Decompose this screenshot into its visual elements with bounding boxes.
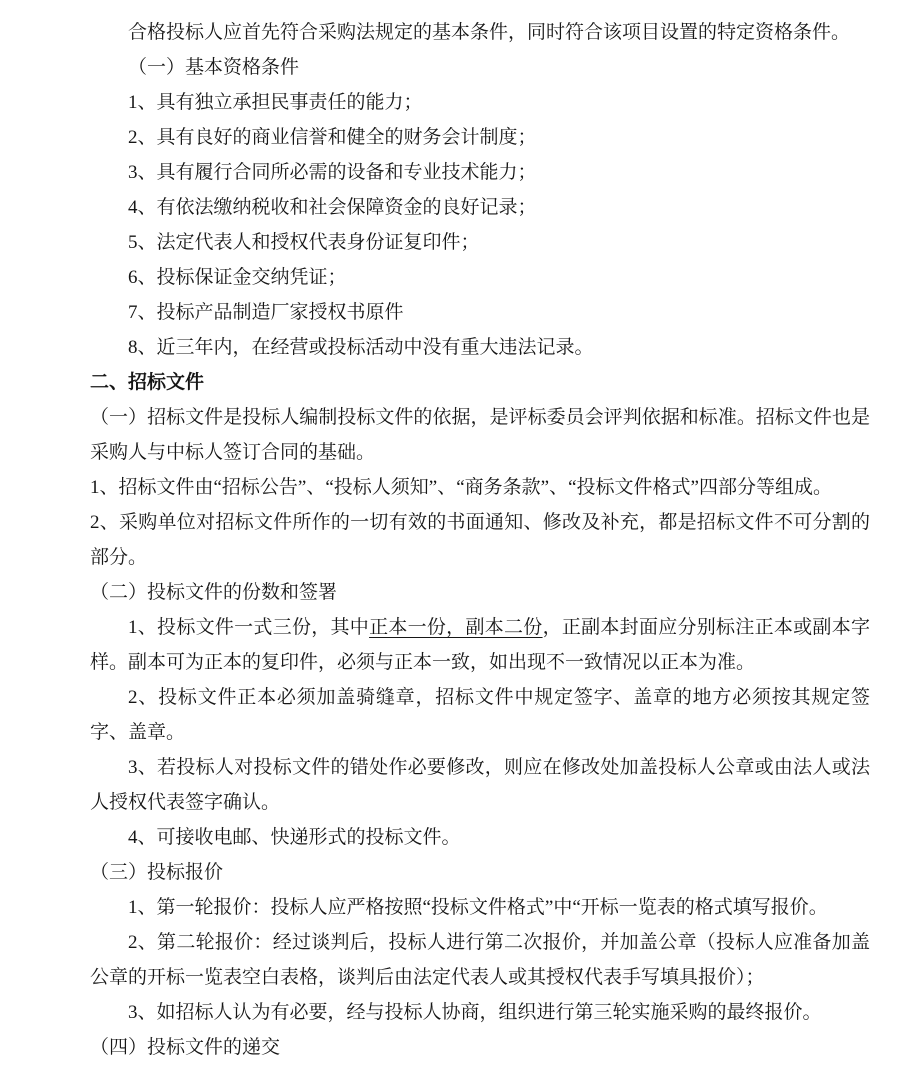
bid-copies-item-3: 3、若投标人对投标文件的错处作必要修改，则应在修改处加盖投标人公章或由法人或法人授权代表签字确认。 [90,757,870,813]
tender-documents-clause-1: （一）招标文件是投标人编制投标文件的依据，是评标委员会评判依据和标准。招标文件也是采购人与中标人签订合同的基础。 [90,407,870,463]
bid-copies-item-1-underlined: 正本一份，副本二份 [369,617,543,638]
section-heading-tender-documents: 二、招标文件 [90,372,205,393]
paragraph-qualification-intro: 合格投标人应首先符合采购法规定的基本条件，同时符合该项目设置的特定资格条件。 [128,22,851,43]
subheading-basic-qualification: （一）基本资格条件 [128,57,300,78]
subheading-bid-copies-signing: （二）投标文件的份数和签署 [90,582,338,603]
subheading-bid-submission: （四）投标文件的递交 [90,1037,281,1058]
qualification-item-2: 2、具有良好的商业信誉和健全的财务会计制度； [128,127,537,148]
tender-documents-item-2: 2、采购单位对招标文件所作的一切有效的书面通知、修改及补充，都是招标文件不可分割的部分。 [90,512,870,568]
bid-quotation-item-3: 3、如招标人认为有必要，经与投标人协商，组织进行第三轮实施采购的最终报价。 [128,1002,822,1023]
qualification-item-4: 4、有依法缴纳税收和社会保障资金的良好记录； [128,197,537,218]
qualification-item-5: 5、法定代表人和授权代表身份证复印件； [128,232,480,253]
qualification-item-7: 7、投标产品制造厂家授权书原件 [128,302,404,323]
bid-copies-item-1 [90,610,870,680]
bid-copies-item-2: 2、投标文件正本必须加盖骑缝章，招标文件中规定签字、盖章的地方必须按其规定签字、盖章。 [90,687,870,743]
bid-copies-item-1-post: ，正副本封面应分别标注正本或副本字样。副本可为正本的复印件，必须与正本一致，如出现不一致情况以正本为准。 [90,617,870,673]
qualification-item-3: 3、具有履行合同所必需的设备和专业技术能力； [128,162,537,183]
qualification-item-6: 6、投标保证金交纳凭证； [128,267,347,288]
qualification-item-8: 8、近三年内，在经营或投标活动中没有重大违法记录。 [128,337,594,358]
tender-documents-item-1: 1、招标文件由“招标公告”、“投标人须知”、“商务条款”、“投标文件格式”四部分等组成。 [90,477,832,498]
qualification-item-1: 1、具有独立承担民事责任的能力； [128,92,423,113]
bid-copies-item-4: 4、可接收电邮、快递形式的投标文件。 [128,827,461,848]
bid-copies-item-1-pre: 1、投标文件一式三份，其中 [128,617,370,638]
bid-quotation-item-1: 1、第一轮报价：投标人应严格按照“投标文件格式”中“开标一览表的格式填写报价。 [128,897,828,918]
subheading-bid-quotation: （三）投标报价 [90,862,224,883]
bid-quotation-item-2: 2、第二轮报价：经过谈判后，投标人进行第二次报价，并加盖公章（投标人应准备加盖公章的开标一览表空白表格，谈判后由法定代表人或其授权代表手写填具报价）； [90,932,870,988]
